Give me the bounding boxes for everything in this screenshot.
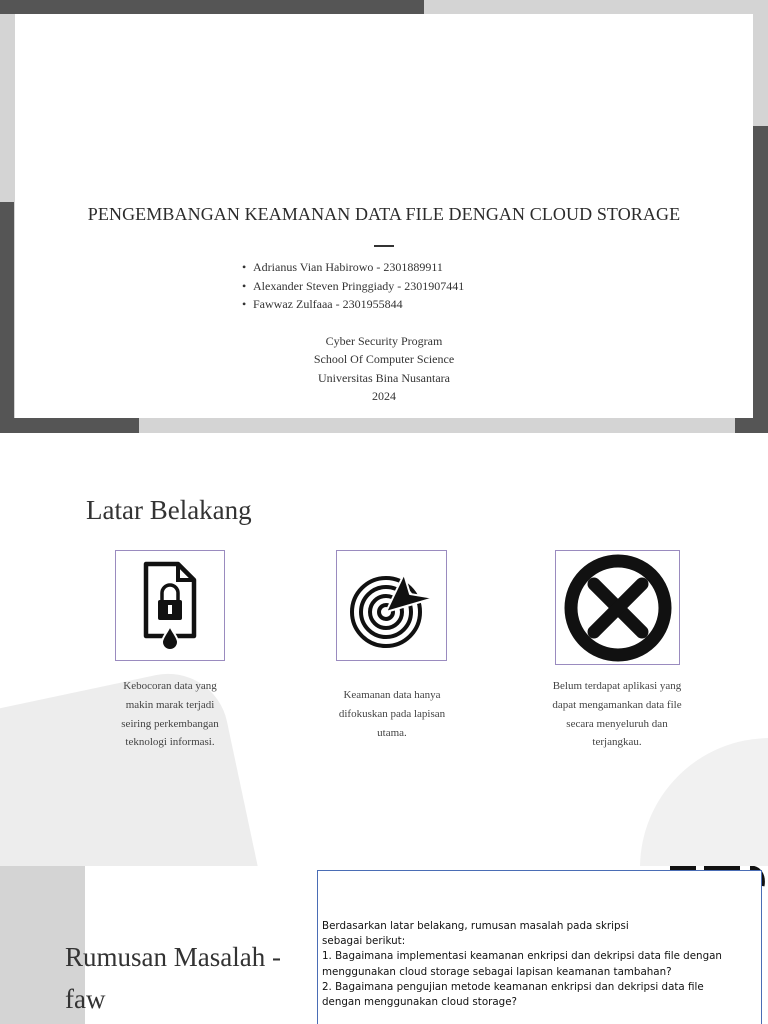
text-line: Berdasarkan latar belakang, rumusan masalah pada skripsi bbox=[322, 920, 629, 932]
text-line: 1. Bagaimana implementasi keamanan enkripsi dan dekripsi data file dengan bbox=[322, 950, 722, 963]
caption-line: seiring perkembangan bbox=[121, 717, 219, 730]
caption-line: teknologi informasi. bbox=[125, 736, 215, 749]
author-name: Alexander Steven Pringgiady - 2301907441 bbox=[253, 278, 465, 293]
caption-line: Keamanan data hanya bbox=[343, 689, 441, 701]
locked-document-leak-icon bbox=[115, 550, 225, 661]
presentation-title: PENGEMBANGAN KEAMANAN DATA FILE DENGAN CLOUD STORAGE bbox=[87, 204, 681, 224]
caption-data-leak bbox=[110, 677, 230, 752]
caption-line: Kebocoran data yang bbox=[123, 680, 217, 692]
author-name: Adrianus Vian Habirowo - 2301889911 bbox=[253, 260, 443, 274]
year: 2024 bbox=[372, 388, 396, 403]
bullet-icon: • bbox=[242, 278, 247, 293]
section-title: Latar Belakang bbox=[86, 495, 252, 525]
school-name: School Of Computer Science bbox=[313, 352, 455, 367]
cancel-circle-icon bbox=[555, 550, 680, 665]
title-line: Rumusan Masalah - bbox=[65, 942, 281, 972]
author-name: Fawwaz Zulfaaa - 2301955844 bbox=[253, 297, 403, 311]
caption-line: utama. bbox=[377, 726, 407, 739]
author-list bbox=[242, 258, 464, 314]
decor-bar-bottom bbox=[0, 418, 139, 433]
target-dart-icon bbox=[336, 550, 447, 661]
problem-statement-slide bbox=[0, 866, 768, 1024]
author-item bbox=[242, 295, 464, 314]
bullet-icon: • bbox=[242, 297, 247, 311]
decor-shape-right bbox=[640, 738, 768, 866]
background-slide bbox=[0, 433, 768, 866]
caption-security-focus bbox=[325, 686, 459, 742]
decor-bar-left bbox=[0, 202, 14, 433]
caption-line: Belum terdapat aplikasi yang bbox=[552, 680, 682, 692]
bullet-icon: • bbox=[242, 260, 247, 274]
program-name: Cyber Security Program bbox=[325, 334, 443, 348]
caption-line: makin marak terjadi bbox=[125, 698, 215, 711]
caption-line: terjangkau. bbox=[592, 736, 642, 749]
caption-no-app bbox=[540, 677, 694, 752]
title-divider bbox=[374, 245, 394, 247]
section-title bbox=[65, 936, 305, 1020]
university-name: Universitas Bina Nusantara bbox=[318, 370, 450, 385]
author-item bbox=[242, 258, 464, 277]
affiliation-block bbox=[15, 332, 753, 405]
title-slide bbox=[0, 0, 768, 433]
text-line: sebagai berikut: bbox=[322, 935, 406, 948]
decor-bar-top bbox=[0, 0, 424, 14]
caption-line: difokuskan pada lapisan bbox=[338, 707, 446, 720]
title-card bbox=[15, 14, 753, 418]
problem-text-box[interactable] bbox=[317, 870, 762, 1024]
title-line: faw bbox=[65, 984, 106, 1014]
text-line: 2. Bagaimana pengujian metode keamanan enkripsi dan dekripsi data file bbox=[322, 980, 704, 993]
text-line: dengan menggunakan cloud storage? bbox=[322, 996, 517, 1009]
caption-line: dapat mengamankan data file bbox=[552, 698, 682, 711]
author-item bbox=[242, 277, 464, 296]
text-line: menggunakan cloud storage sebagai lapisan keamanan tambahan? bbox=[322, 965, 672, 978]
caption-line: secara menyeluruh dan bbox=[566, 717, 668, 730]
